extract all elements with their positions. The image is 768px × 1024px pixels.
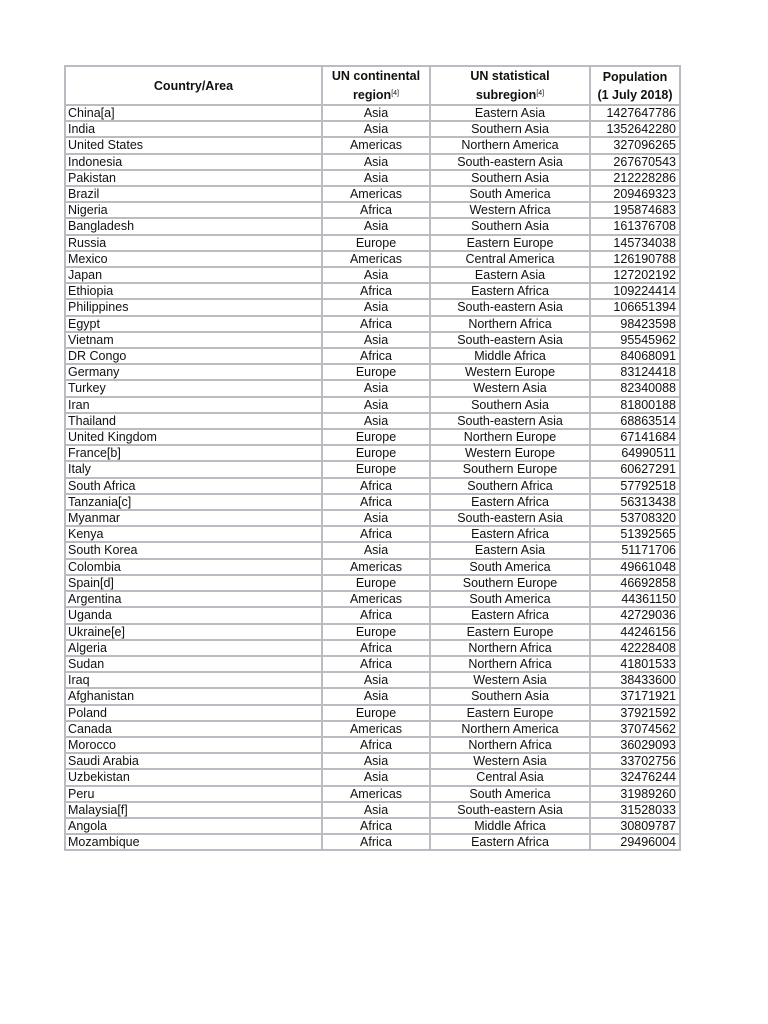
country-cell: Tanzania[c] [65, 494, 322, 510]
statistical-subregion-cell: Eastern Europe [430, 235, 590, 251]
continental-region-cell: Europe [322, 705, 430, 721]
population-cell: 42729036 [590, 607, 680, 623]
country-cell: Thailand [65, 413, 322, 429]
population-cell: 60627291 [590, 461, 680, 477]
statistical-subregion-cell: Northern Africa [430, 656, 590, 672]
table-row [65, 802, 680, 818]
population-cell: 68863514 [590, 413, 680, 429]
statistical-subregion-cell: South America [430, 186, 590, 202]
population-cell: 42228408 [590, 640, 680, 656]
statistical-subregion-cell: Eastern Africa [430, 494, 590, 510]
population-cell: 33702756 [590, 753, 680, 769]
population-cell: 29496004 [590, 834, 680, 850]
continental-region-cell: Europe [322, 575, 430, 591]
continental-region-cell: Asia [322, 802, 430, 818]
continental-region-cell: Europe [322, 461, 430, 477]
table-header-row [65, 66, 680, 105]
continental-region-cell: Asia [322, 542, 430, 558]
population-cell: 53708320 [590, 510, 680, 526]
continental-region-cell: Africa [322, 640, 430, 656]
header-statistical-subregion[interactable] [430, 66, 590, 105]
country-cell: Ethiopia [65, 283, 322, 299]
table-row [65, 510, 680, 526]
population-cell: 44361150 [590, 591, 680, 607]
table-row [65, 818, 680, 834]
header-subregion-line1: UN statistical [470, 69, 550, 83]
population-cell: 37074562 [590, 721, 680, 737]
population-cell: 64990511 [590, 445, 680, 461]
population-cell: 106651394 [590, 299, 680, 315]
continental-region-cell: Africa [322, 818, 430, 834]
table-row [65, 380, 680, 396]
country-cell: Philippines [65, 299, 322, 315]
continental-region-cell: Asia [322, 154, 430, 170]
continental-region-cell: Americas [322, 137, 430, 153]
table-row [65, 494, 680, 510]
population-cell: 46692858 [590, 575, 680, 591]
continental-region-cell: Africa [322, 478, 430, 494]
header-country[interactable] [65, 66, 322, 105]
country-cell: Sudan [65, 656, 322, 672]
statistical-subregion-cell: Northern America [430, 137, 590, 153]
continental-region-cell: Europe [322, 429, 430, 445]
statistical-subregion-cell: Southern Asia [430, 121, 590, 137]
continental-region-cell: Americas [322, 786, 430, 802]
statistical-subregion-cell: Eastern Asia [430, 105, 590, 121]
header-population-line2: (1 July 2018) [597, 87, 673, 102]
header-population-line1: Population [602, 69, 668, 84]
table-row [65, 364, 680, 380]
table-row [65, 753, 680, 769]
population-cell: 1352642280 [590, 121, 680, 137]
table-row [65, 607, 680, 623]
header-subregion-line2: subregion [475, 88, 537, 102]
table-row [65, 429, 680, 445]
continental-region-cell: Asia [322, 380, 430, 396]
population-cell: 31528033 [590, 802, 680, 818]
statistical-subregion-cell: Northern Africa [430, 640, 590, 656]
table-row [65, 542, 680, 558]
population-cell: 38433600 [590, 672, 680, 688]
continental-region-cell: Americas [322, 591, 430, 607]
population-cell: 30809787 [590, 818, 680, 834]
population-cell: 31989260 [590, 786, 680, 802]
statistical-subregion-cell: South-eastern Asia [430, 510, 590, 526]
continental-region-cell: Africa [322, 607, 430, 623]
statistical-subregion-cell: Central America [430, 251, 590, 267]
table-row [65, 121, 680, 137]
population-cell: 127202192 [590, 267, 680, 283]
population-cell: 82340088 [590, 380, 680, 396]
country-cell: Canada [65, 721, 322, 737]
continental-region-cell: Africa [322, 494, 430, 510]
table-row [65, 672, 680, 688]
country-cell: Indonesia [65, 154, 322, 170]
table-row [65, 397, 680, 413]
table-row [65, 705, 680, 721]
table-row [65, 640, 680, 656]
country-cell: Malaysia[f] [65, 802, 322, 818]
header-subregion-note[interactable]: [4] [536, 90, 545, 97]
continental-region-cell: Europe [322, 445, 430, 461]
country-cell: Uzbekistan [65, 769, 322, 785]
population-cell: 37171921 [590, 688, 680, 704]
population-cell: 49661048 [590, 559, 680, 575]
statistical-subregion-cell: Eastern Africa [430, 526, 590, 542]
country-cell: Angola [65, 818, 322, 834]
population-cell: 67141684 [590, 429, 680, 445]
continental-region-cell: Asia [322, 218, 430, 234]
table-row [65, 218, 680, 234]
statistical-subregion-cell: Northern Africa [430, 737, 590, 753]
continental-region-cell: Europe [322, 364, 430, 380]
table-row [65, 170, 680, 186]
table-row [65, 316, 680, 332]
statistical-subregion-cell: Eastern Europe [430, 705, 590, 721]
country-cell: Ukraine[e] [65, 624, 322, 640]
statistical-subregion-cell: Southern Asia [430, 218, 590, 234]
population-cell: 212228286 [590, 170, 680, 186]
population-cell: 51171706 [590, 542, 680, 558]
country-cell: France[b] [65, 445, 322, 461]
continental-region-cell: Africa [322, 316, 430, 332]
country-cell: Argentina [65, 591, 322, 607]
statistical-subregion-cell: Middle Africa [430, 818, 590, 834]
table-row [65, 137, 680, 153]
statistical-subregion-cell: Northern America [430, 721, 590, 737]
population-cell: 195874683 [590, 202, 680, 218]
statistical-subregion-cell: Eastern Asia [430, 267, 590, 283]
country-cell: Spain[d] [65, 575, 322, 591]
statistical-subregion-cell: Southern Europe [430, 575, 590, 591]
continental-region-cell: Asia [322, 267, 430, 283]
table-row [65, 348, 680, 364]
table-row [65, 526, 680, 542]
population-table [64, 65, 681, 851]
statistical-subregion-cell: Eastern Africa [430, 834, 590, 850]
statistical-subregion-cell: South-eastern Asia [430, 332, 590, 348]
population-cell: 57792518 [590, 478, 680, 494]
table-row [65, 721, 680, 737]
table-row [65, 591, 680, 607]
continental-region-cell: Asia [322, 769, 430, 785]
population-cell: 36029093 [590, 737, 680, 753]
continental-region-cell: Europe [322, 624, 430, 640]
population-cell: 83124418 [590, 364, 680, 380]
population-cell: 51392565 [590, 526, 680, 542]
table-row [65, 283, 680, 299]
population-cell: 145734038 [590, 235, 680, 251]
country-cell: Mexico [65, 251, 322, 267]
statistical-subregion-cell: Western Africa [430, 202, 590, 218]
statistical-subregion-cell: Eastern Asia [430, 542, 590, 558]
continental-region-cell: Africa [322, 283, 430, 299]
continental-region-cell: Africa [322, 656, 430, 672]
statistical-subregion-cell: South America [430, 786, 590, 802]
country-cell: Brazil [65, 186, 322, 202]
table-row [65, 251, 680, 267]
population-cell: 1427647786 [590, 105, 680, 121]
population-cell: 267670543 [590, 154, 680, 170]
table-row [65, 624, 680, 640]
table-row [65, 656, 680, 672]
country-cell: United States [65, 137, 322, 153]
table-row [65, 769, 680, 785]
statistical-subregion-cell: Southern Asia [430, 170, 590, 186]
header-population[interactable] [590, 66, 680, 105]
country-cell: Nigeria [65, 202, 322, 218]
table-row [65, 559, 680, 575]
statistical-subregion-cell: South-eastern Asia [430, 299, 590, 315]
country-cell: Colombia [65, 559, 322, 575]
table-row [65, 575, 680, 591]
header-region-note[interactable]: [4] [391, 90, 399, 97]
statistical-subregion-cell: Northern Africa [430, 316, 590, 332]
continental-region-cell: Asia [322, 672, 430, 688]
country-cell: Iraq [65, 672, 322, 688]
population-cell: 81800188 [590, 397, 680, 413]
table-row [65, 461, 680, 477]
continental-region-cell: Asia [322, 299, 430, 315]
country-cell: Russia [65, 235, 322, 251]
country-cell: Poland [65, 705, 322, 721]
statistical-subregion-cell: Western Asia [430, 672, 590, 688]
table-row [65, 267, 680, 283]
population-cell: 209469323 [590, 186, 680, 202]
population-cell: 84068091 [590, 348, 680, 364]
population-cell: 98423598 [590, 316, 680, 332]
statistical-subregion-cell: Western Asia [430, 380, 590, 396]
country-cell: Morocco [65, 737, 322, 753]
table-row [65, 154, 680, 170]
country-cell: Myanmar [65, 510, 322, 526]
header-region-line2: region [353, 88, 392, 102]
country-cell: Algeria [65, 640, 322, 656]
country-cell: Afghanistan [65, 688, 322, 704]
table-row [65, 299, 680, 315]
continental-region-cell: Asia [322, 121, 430, 137]
country-cell: India [65, 121, 322, 137]
table-row [65, 105, 680, 121]
country-cell: Mozambique [65, 834, 322, 850]
statistical-subregion-cell: Middle Africa [430, 348, 590, 364]
continental-region-cell: Asia [322, 510, 430, 526]
country-cell: Egypt [65, 316, 322, 332]
country-cell: Uganda [65, 607, 322, 623]
population-cell: 32476244 [590, 769, 680, 785]
continental-region-cell: Asia [322, 413, 430, 429]
continental-region-cell: Asia [322, 332, 430, 348]
statistical-subregion-cell: Southern Asia [430, 397, 590, 413]
population-cell: 327096265 [590, 137, 680, 153]
country-cell: Germany [65, 364, 322, 380]
country-cell: Italy [65, 461, 322, 477]
country-cell: Vietnam [65, 332, 322, 348]
table-row [65, 186, 680, 202]
continental-region-cell: Americas [322, 721, 430, 737]
table-body [65, 105, 680, 850]
table-row [65, 202, 680, 218]
continental-region-cell: Americas [322, 559, 430, 575]
continental-region-cell: Americas [322, 186, 430, 202]
continental-region-cell: Asia [322, 753, 430, 769]
continental-region-cell: Americas [322, 251, 430, 267]
population-cell: 109224414 [590, 283, 680, 299]
table-row [65, 413, 680, 429]
country-cell: Saudi Arabia [65, 753, 322, 769]
country-cell: Iran [65, 397, 322, 413]
country-cell: Bangladesh [65, 218, 322, 234]
continental-region-cell: Africa [322, 526, 430, 542]
continental-region-cell: Asia [322, 105, 430, 121]
header-region-line1: UN continental [331, 69, 421, 83]
statistical-subregion-cell: Central Asia [430, 769, 590, 785]
statistical-subregion-cell: Western Europe [430, 445, 590, 461]
continental-region-cell: Asia [322, 397, 430, 413]
continental-region-cell: Africa [322, 737, 430, 753]
header-country-label: Country/Area [153, 78, 234, 93]
country-cell: China[a] [65, 105, 322, 121]
statistical-subregion-cell: Western Asia [430, 753, 590, 769]
table-row [65, 478, 680, 494]
statistical-subregion-cell: South America [430, 591, 590, 607]
statistical-subregion-cell: South-eastern Asia [430, 802, 590, 818]
statistical-subregion-cell: Southern Africa [430, 478, 590, 494]
statistical-subregion-cell: Southern Europe [430, 461, 590, 477]
table-row [65, 235, 680, 251]
population-cell: 126190788 [590, 251, 680, 267]
statistical-subregion-cell: South-eastern Asia [430, 413, 590, 429]
population-cell: 44246156 [590, 624, 680, 640]
statistical-subregion-cell: Eastern Africa [430, 283, 590, 299]
table-row [65, 688, 680, 704]
continental-region-cell: Africa [322, 348, 430, 364]
statistical-subregion-cell: Southern Asia [430, 688, 590, 704]
country-cell: Turkey [65, 380, 322, 396]
statistical-subregion-cell: South America [430, 559, 590, 575]
table-row [65, 737, 680, 753]
population-cell: 161376708 [590, 218, 680, 234]
country-cell: United Kingdom [65, 429, 322, 445]
continental-region-cell: Africa [322, 834, 430, 850]
continental-region-cell: Asia [322, 170, 430, 186]
country-cell: Pakistan [65, 170, 322, 186]
population-cell: 41801533 [590, 656, 680, 672]
table-row [65, 332, 680, 348]
statistical-subregion-cell: Western Europe [430, 364, 590, 380]
population-cell: 56313438 [590, 494, 680, 510]
statistical-subregion-cell: Eastern Africa [430, 607, 590, 623]
table-row [65, 834, 680, 850]
statistical-subregion-cell: Northern Europe [430, 429, 590, 445]
country-cell: South Africa [65, 478, 322, 494]
country-cell: Peru [65, 786, 322, 802]
statistical-subregion-cell: South-eastern Asia [430, 154, 590, 170]
continental-region-cell: Africa [322, 202, 430, 218]
country-cell: South Korea [65, 542, 322, 558]
continental-region-cell: Europe [322, 235, 430, 251]
population-cell: 37921592 [590, 705, 680, 721]
country-cell: Kenya [65, 526, 322, 542]
table-row [65, 786, 680, 802]
table-row [65, 445, 680, 461]
population-cell: 95545962 [590, 332, 680, 348]
country-cell: Japan [65, 267, 322, 283]
country-cell: DR Congo [65, 348, 322, 364]
statistical-subregion-cell: Eastern Europe [430, 624, 590, 640]
header-continental-region[interactable] [322, 66, 430, 105]
continental-region-cell: Asia [322, 688, 430, 704]
